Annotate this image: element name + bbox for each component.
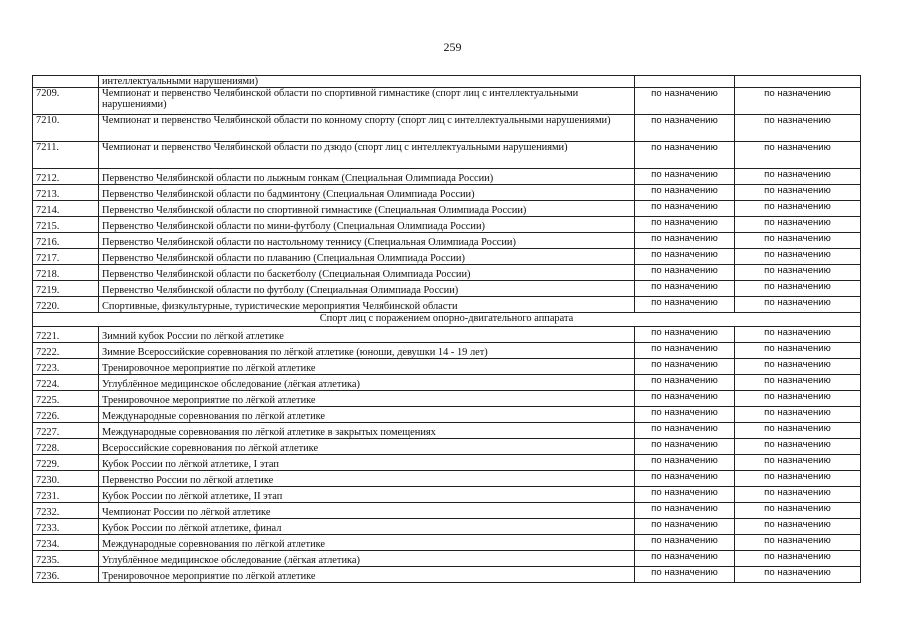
row-number: 7211. [33, 142, 99, 169]
section-title: Спорт лиц с поражением опорно-двигательного аппарата [33, 313, 861, 327]
row-number: 7227. [33, 423, 99, 439]
row-number: 7222. [33, 343, 99, 359]
table-row [33, 391, 861, 407]
row-event-name: Первенство Челябинской области по плаванию (Специальная Олимпиада России) [99, 249, 635, 265]
row-value-b: по назначению [735, 281, 861, 297]
row-event-name: интеллектуальными нарушениями) [99, 76, 635, 88]
row-event-name: Тренировочное мероприятие по лёгкой атлетике [99, 359, 635, 375]
table-row [33, 327, 861, 343]
table-row [33, 88, 861, 115]
row-event-name: Зимние Всероссийские соревнования по лёгкой атлетике (юноши, девушки 14 - 19 лет) [99, 343, 635, 359]
row-value-a: по назначению [635, 391, 735, 407]
table-row [33, 375, 861, 391]
events-table-body [33, 76, 861, 583]
row-value-a: по назначению [635, 88, 735, 115]
row-value-a: по назначению [635, 142, 735, 169]
row-number [33, 76, 99, 88]
row-value-b: по назначению [735, 519, 861, 535]
row-value-b: по назначению [735, 359, 861, 375]
table-row [33, 233, 861, 249]
row-event-name: Первенство Челябинской области по футболу (Специальная Олимпиада России) [99, 281, 635, 297]
row-value-a: по назначению [635, 535, 735, 551]
row-number: 7230. [33, 471, 99, 487]
row-value-b: по назначению [735, 343, 861, 359]
row-number: 7233. [33, 519, 99, 535]
row-value-a: по назначению [635, 551, 735, 567]
row-number: 7215. [33, 217, 99, 233]
table-row [33, 343, 861, 359]
row-event-name: Кубок России по лёгкой атлетике, I этап [99, 455, 635, 471]
row-value-a: по назначению [635, 343, 735, 359]
table-row [33, 551, 861, 567]
row-event-name: Всероссийские соревнования по лёгкой атлетике [99, 439, 635, 455]
row-value-b: по назначению [735, 423, 861, 439]
row-number: 7229. [33, 455, 99, 471]
row-value-b: по назначению [735, 551, 861, 567]
row-value-b: по назначению [735, 142, 861, 169]
table-row [33, 217, 861, 233]
row-value-b: по назначению [735, 503, 861, 519]
row-event-name: Международные соревнования по лёгкой атлетике в закрытых помещениях [99, 423, 635, 439]
table-row [33, 115, 861, 142]
row-value-a: по назначению [635, 201, 735, 217]
table-row [33, 535, 861, 551]
row-event-name: Спортивные, физкультурные, туристические мероприятия Челябинской области [99, 297, 635, 313]
row-value-a: по назначению [635, 265, 735, 281]
table-row [33, 359, 861, 375]
row-event-name: Первенство Челябинской области по баскетболу (Специальная Олимпиада России) [99, 265, 635, 281]
row-value-b: по назначению [735, 185, 861, 201]
table-row [33, 249, 861, 265]
row-number: 7212. [33, 169, 99, 185]
row-event-name: Международные соревнования по лёгкой атлетике [99, 535, 635, 551]
table-row [33, 201, 861, 217]
row-number: 7226. [33, 407, 99, 423]
row-value-b: по назначению [735, 471, 861, 487]
row-value-a: по назначению [635, 233, 735, 249]
row-value-b: по назначению [735, 391, 861, 407]
row-event-name: Углублённое медицинское обследование (лёгкая атлетика) [99, 375, 635, 391]
row-number: 7219. [33, 281, 99, 297]
row-value-b: по назначению [735, 327, 861, 343]
row-event-name: Первенство Челябинской области по мини-футболу (Специальная Олимпиада России) [99, 217, 635, 233]
row-number: 7220. [33, 297, 99, 313]
row-number: 7221. [33, 327, 99, 343]
row-value-a: по назначению [635, 567, 735, 583]
row-value-b: по назначению [735, 375, 861, 391]
row-number: 7225. [33, 391, 99, 407]
row-number: 7235. [33, 551, 99, 567]
row-event-name: Чемпионат и первенство Челябинской области по конному спорту (спорт лиц с интеллектуальными нарушениями) [99, 115, 635, 142]
row-value-a: по назначению [635, 487, 735, 503]
row-value-a: по назначению [635, 115, 735, 142]
table-row [33, 185, 861, 201]
row-event-name: Первенство Челябинской области по настольному теннису (Специальная Олимпиада России) [99, 233, 635, 249]
row-value-a: по назначению [635, 455, 735, 471]
row-value-a: по назначению [635, 297, 735, 313]
table-row [33, 439, 861, 455]
row-number: 7213. [33, 185, 99, 201]
row-event-name: Чемпионат и первенство Челябинской области по спортивной гимнастике (спорт лиц с интеллектуальными нарушениями) [99, 88, 635, 115]
row-number: 7214. [33, 201, 99, 217]
table-row [33, 519, 861, 535]
row-number: 7217. [33, 249, 99, 265]
table-row [33, 281, 861, 297]
row-value-a: по назначению [635, 185, 735, 201]
row-event-name: Зимний кубок России по лёгкой атлетике [99, 327, 635, 343]
events-table [32, 75, 861, 583]
row-value-a: по назначению [635, 375, 735, 391]
row-event-name: Первенство Челябинской области по спортивной гимнастике (Специальная Олимпиада России) [99, 201, 635, 217]
row-value-a: по назначению [635, 327, 735, 343]
table-row [33, 423, 861, 439]
table-row [33, 567, 861, 583]
row-number: 7210. [33, 115, 99, 142]
table-row [33, 265, 861, 281]
row-value-a: по назначению [635, 217, 735, 233]
row-value-b: по назначению [735, 297, 861, 313]
table-row-continuation [33, 76, 861, 88]
row-number: 7234. [33, 535, 99, 551]
row-value-b: по назначению [735, 455, 861, 471]
row-event-name: Чемпионат и первенство Челябинской области по дзюдо (спорт лиц с интеллектуальными нарушениями) [99, 142, 635, 169]
row-value-b: по назначению [735, 249, 861, 265]
row-value-b: по назначению [735, 439, 861, 455]
table-row [33, 455, 861, 471]
row-number: 7218. [33, 265, 99, 281]
table-row [33, 297, 861, 313]
row-number: 7236. [33, 567, 99, 583]
row-value-a: по назначению [635, 249, 735, 265]
row-value-a [635, 76, 735, 88]
row-value-a: по назначению [635, 407, 735, 423]
table-row [33, 471, 861, 487]
table-row [33, 487, 861, 503]
row-value-b: по назначению [735, 88, 861, 115]
row-value-a: по назначению [635, 359, 735, 375]
row-event-name: Тренировочное мероприятие по лёгкой атлетике [99, 567, 635, 583]
row-number: 7224. [33, 375, 99, 391]
row-event-name: Первенство Челябинской области по бадминтону (Специальная Олимпиада России) [99, 185, 635, 201]
row-value-a: по назначению [635, 471, 735, 487]
row-value-a: по назначению [635, 439, 735, 455]
row-event-name: Чемпионат России по лёгкой атлетике [99, 503, 635, 519]
row-value-b: по назначению [735, 201, 861, 217]
row-event-name: Кубок России по лёгкой атлетике, II этап [99, 487, 635, 503]
table-row [33, 503, 861, 519]
row-event-name: Первенство России по лёгкой атлетике [99, 471, 635, 487]
row-value-b: по назначению [735, 217, 861, 233]
row-event-name: Тренировочное мероприятие по лёгкой атлетике [99, 391, 635, 407]
row-value-b: по назначению [735, 265, 861, 281]
row-number: 7216. [33, 233, 99, 249]
row-event-name: Кубок России по лёгкой атлетике, финал [99, 519, 635, 535]
row-value-b: по назначению [735, 487, 861, 503]
section-header-row [33, 313, 861, 327]
row-value-b: по назначению [735, 169, 861, 185]
row-value-b: по назначению [735, 407, 861, 423]
row-value-b: по назначению [735, 535, 861, 551]
row-number: 7231. [33, 487, 99, 503]
row-value-b: по назначению [735, 115, 861, 142]
row-value-b: по назначению [735, 567, 861, 583]
row-value-a: по назначению [635, 169, 735, 185]
table-row [33, 142, 861, 169]
row-number: 7228. [33, 439, 99, 455]
row-number: 7209. [33, 88, 99, 115]
row-value-a: по назначению [635, 423, 735, 439]
table-row [33, 407, 861, 423]
row-value-a: по назначению [635, 503, 735, 519]
row-value-b [735, 76, 861, 88]
table-row [33, 169, 861, 185]
row-event-name: Первенство Челябинской области по лыжным гонкам (Специальная Олимпиада России) [99, 169, 635, 185]
row-event-name: Углублённое медицинское обследование (лёгкая атлетика) [99, 551, 635, 567]
page-number: 259 [443, 40, 462, 54]
row-value-a: по назначению [635, 281, 735, 297]
row-event-name: Международные соревнования по лёгкой атлетике [99, 407, 635, 423]
row-value-a: по назначению [635, 519, 735, 535]
row-number: 7232. [33, 503, 99, 519]
row-number: 7223. [33, 359, 99, 375]
row-value-b: по назначению [735, 233, 861, 249]
